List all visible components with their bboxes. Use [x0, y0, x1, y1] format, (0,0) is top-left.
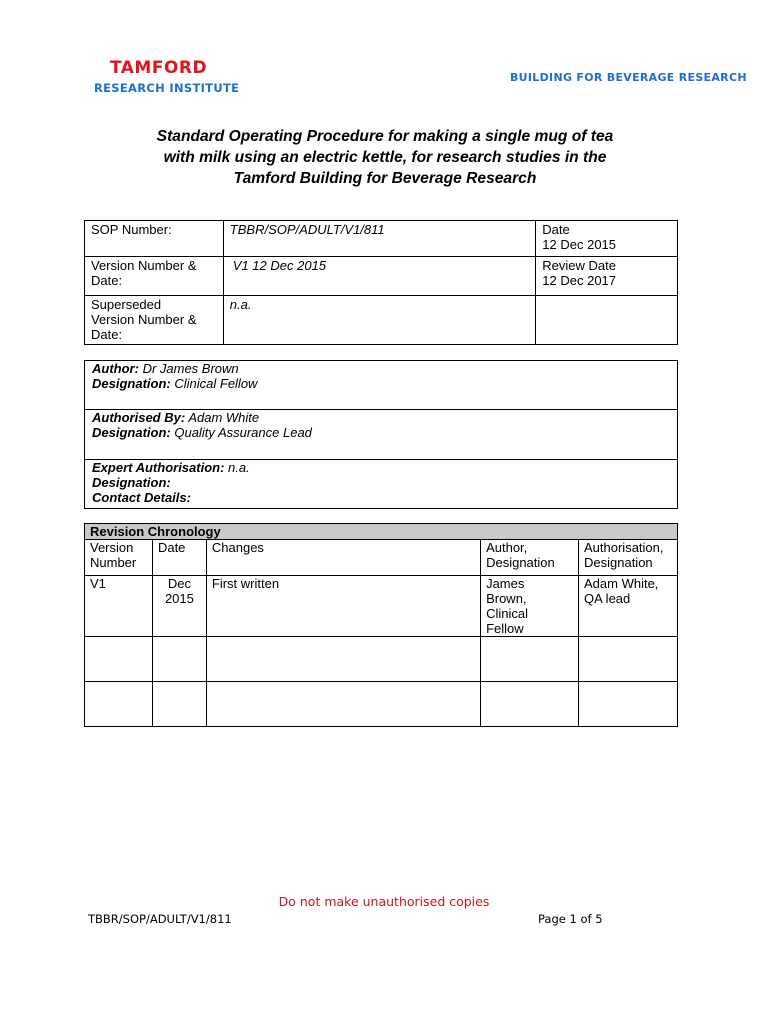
- page-number: Page 1 of 5: [538, 912, 603, 926]
- superseded-label-3: Date:: [91, 327, 123, 342]
- row1-authorisation: [579, 576, 678, 637]
- col-version-1: Version: [90, 540, 134, 555]
- row1-date-2: 2015: [164, 591, 194, 606]
- title-line-3: Tamford Building for Beverage Research: [233, 170, 537, 187]
- expert-label: Expert Authorisation:: [92, 460, 225, 475]
- col-auth-2: Designation: [584, 555, 653, 570]
- row1-author: [481, 576, 579, 637]
- logo-main: TAMFORD: [110, 58, 208, 78]
- expert-designation-line: [92, 475, 670, 490]
- review-value: 12 Dec 2017: [542, 273, 617, 288]
- footer-doc-ref: TBBR/SOP/ADULT/V1/811: [88, 912, 232, 926]
- row1-version: V1: [85, 576, 153, 637]
- designation-label: Designation:: [92, 425, 171, 440]
- version-label-2: Date:: [91, 273, 123, 288]
- contact-label: Contact Details:: [92, 490, 191, 505]
- row1-changes: First written: [206, 576, 480, 637]
- sop-number-label: SOP Number:: [85, 221, 224, 257]
- superseded-value: n.a.: [223, 296, 535, 345]
- revision-table: [84, 523, 678, 727]
- review-label: Review Date: [542, 258, 616, 273]
- review-cell: [536, 257, 678, 296]
- row1-date: [152, 576, 206, 637]
- col-version: [85, 540, 153, 576]
- date-label: Date: [542, 222, 570, 237]
- copy-warning: Do not make unauthorised copies: [278, 894, 490, 909]
- superseded-empty: [536, 296, 678, 345]
- author-line: [92, 361, 670, 376]
- sop-info-table: [84, 220, 678, 345]
- table-row: [85, 637, 678, 682]
- col-date: Date: [152, 540, 206, 576]
- row1-author-2: Brown,: [486, 591, 527, 606]
- revision-title: Revision Chronology: [85, 524, 678, 540]
- authorised-designation: Quality Assurance Lead: [174, 425, 312, 440]
- col-auth-1: Authorisation,: [584, 540, 664, 555]
- author-value: Dr James Brown: [142, 361, 239, 376]
- version-label-1: Version Number &: [91, 258, 197, 273]
- col-author: [481, 540, 579, 576]
- superseded-label-1: Superseded: [91, 297, 162, 312]
- contact-line: [92, 490, 670, 505]
- table-row: [85, 682, 678, 727]
- col-author-1: Author,: [486, 540, 528, 555]
- col-changes: Changes: [206, 540, 480, 576]
- row1-author-1: James: [486, 576, 525, 591]
- row1-author-3: Clinical: [486, 606, 528, 621]
- title-line-1: Standard Operating Procedure for making a single mug of tea: [156, 128, 614, 145]
- date-value: 12 Dec 2015: [542, 237, 617, 252]
- sop-number-value: TBBR/SOP/ADULT/V1/811: [223, 221, 535, 257]
- authorised-designation-line: [92, 425, 670, 440]
- author-cell: [85, 361, 678, 410]
- title-line-2: with milk using an electric kettle, for research studies in the: [163, 149, 607, 166]
- authorised-line: [92, 410, 670, 425]
- version-cell: [85, 257, 224, 296]
- author-label: Author:: [92, 361, 139, 376]
- row1-auth-2: QA lead: [584, 591, 631, 606]
- authorised-value: Adam White: [188, 410, 260, 425]
- logo-sub: RESEARCH INSTITUTE: [94, 81, 240, 95]
- table-row: [85, 576, 678, 637]
- date-cell: [536, 221, 678, 257]
- row1-auth-1: Adam White,: [584, 576, 659, 591]
- designation-label: Designation:: [92, 376, 171, 391]
- author-designation-line: [92, 376, 670, 391]
- author-designation: Clinical Fellow: [174, 376, 258, 391]
- designation-label: Designation:: [92, 475, 171, 490]
- document-title: [130, 126, 640, 189]
- expert-line: [92, 460, 670, 475]
- superseded-cell: [85, 296, 224, 345]
- authorised-label: Authorised By:: [92, 410, 186, 425]
- col-authorisation: [579, 540, 678, 576]
- expert-value: n.a.: [228, 460, 250, 475]
- authorised-cell: [85, 410, 678, 460]
- header-right-text: BUILDING FOR BEVERAGE RESEARCH: [510, 71, 747, 84]
- version-value: V1 12 Dec 2015: [223, 257, 535, 296]
- row1-date-1: Dec: [167, 576, 191, 591]
- expert-cell: [85, 460, 678, 509]
- col-author-2: Designation: [486, 555, 555, 570]
- authors-table: [84, 360, 678, 509]
- row1-author-4: Fellow: [486, 621, 524, 636]
- col-version-2: Number: [90, 555, 137, 570]
- superseded-label-2: Version Number &: [91, 312, 197, 327]
